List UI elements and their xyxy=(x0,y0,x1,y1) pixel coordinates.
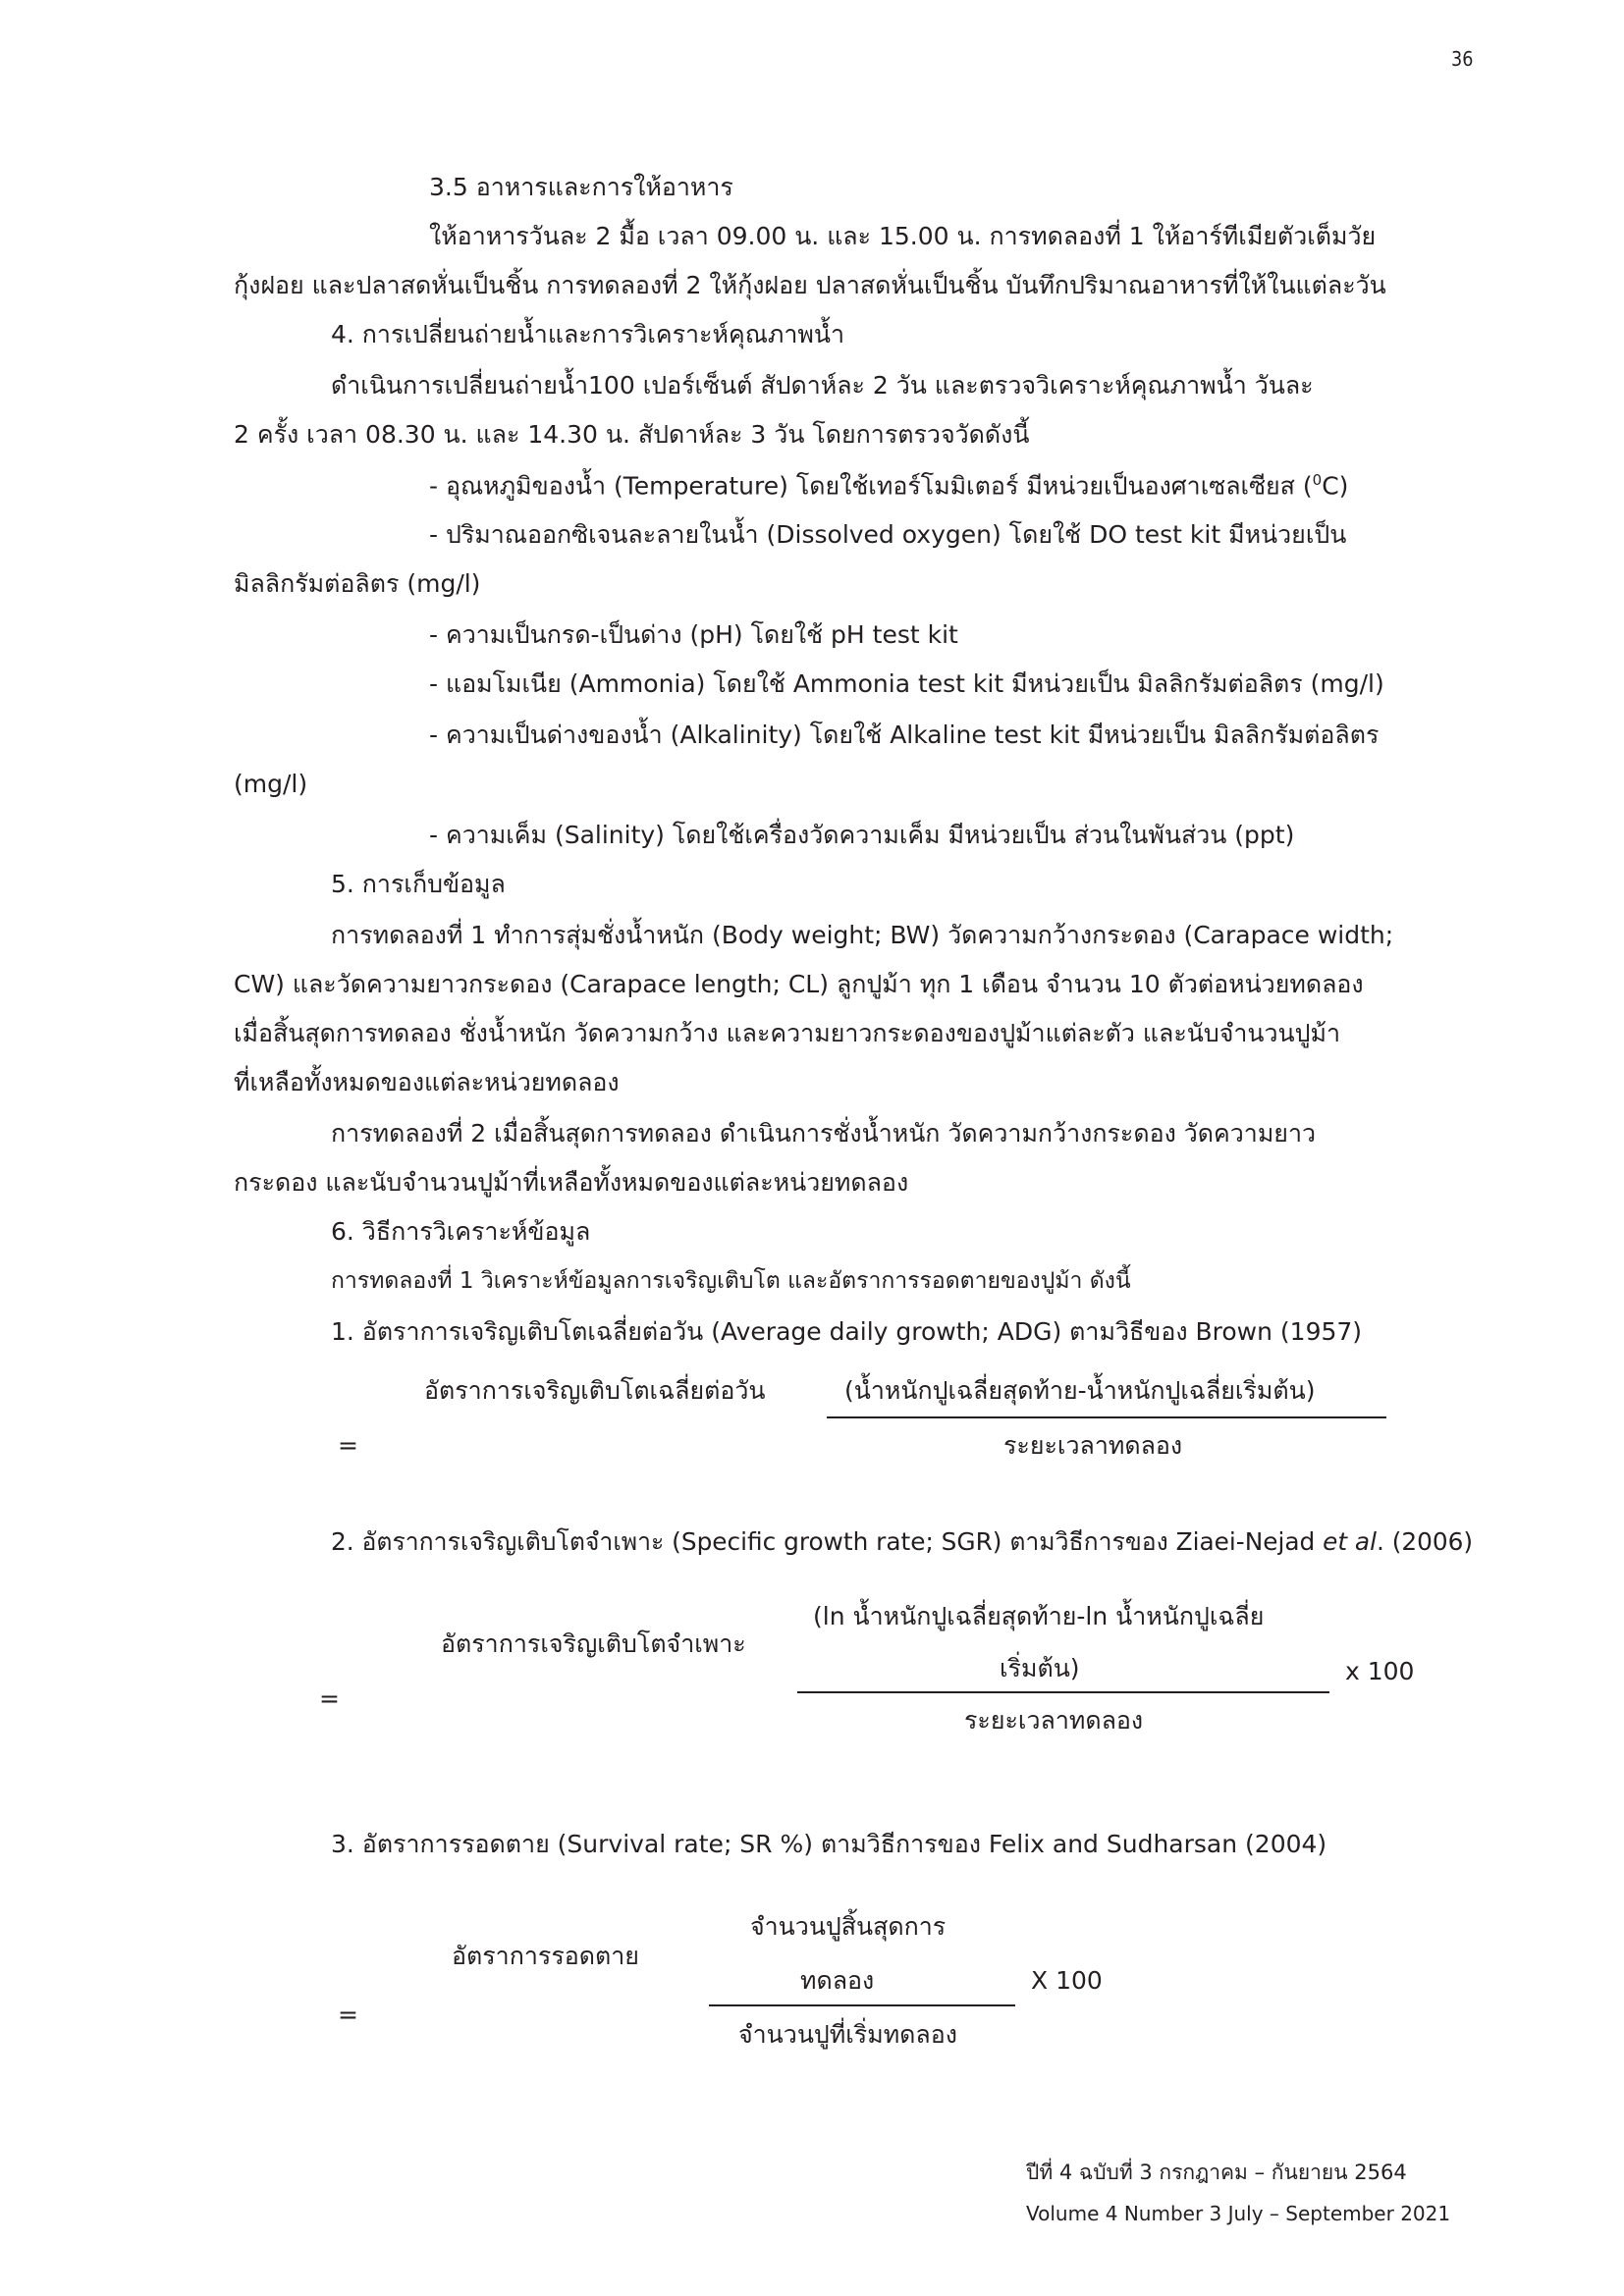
formula-2-heading-et-al: et al xyxy=(1323,1527,1378,1556)
section-5-para-1-line-4: ที่เหลือทั้งหมดของแต่ละหน่วยทดลอง xyxy=(234,1068,620,1096)
bullet-alkalinity-line-1: - ความเป็นด่างของน้ำ (Alkalinity) โดยใช้ Alkaline test kit มีหน่วยเป็น มิลลิกรัมต่อลิตร xyxy=(429,721,1380,749)
sr-numerator-line-1: จำนวนปูสิ้นสุดการ xyxy=(750,1912,947,1941)
page-number: 36 xyxy=(1451,47,1474,71)
adg-numerator: (น้ำหนักปูเฉลี่ยสุดท้าย-น้ำหนักปูเฉลี่ยเริ่มต้น) xyxy=(844,1376,1316,1405)
section-4-line-2: 2 ครั้ง เวลา 08.30 น. และ 14.30 น. สัปดาห์ละ 3 วัน โดยการตรวจวัดดังนี้ xyxy=(234,420,1030,449)
sgr-fraction-bar xyxy=(797,1691,1329,1693)
sgr-numerator-line-2: เริ่มต้น) xyxy=(1000,1654,1080,1682)
section-3-5-heading: 3.5 อาหารและการให้อาหาร xyxy=(429,173,733,201)
degree-superscript: 0 xyxy=(1312,471,1323,489)
bullet-do-line-2: มิลลิกรัมต่อลิตร (mg/l) xyxy=(234,569,481,598)
formula-3-heading: 3. อัตราการรอดตาย (Survival rate; SR %) ตามวิธีการของ Felix and Sudharsan (2004) xyxy=(331,1830,1327,1858)
section-3-5-line-1: ให้อาหารวันละ 2 มื้อ เวลา 09.00 น. และ 15.00 น. การทดลองที่ 1 ให้อาร์ทีเมียตัวเต็มวัย xyxy=(429,222,1377,250)
section-5-para-1-line-2: CW) และวัดความยาวกระดอง (Carapace length; CL) ลูกปูม้า ทุก 1 เดือน จำนวน 10 ตัวต่อหน่วยทดลอง xyxy=(234,970,1364,998)
sr-lhs: อัตราการรอดตาย xyxy=(452,1942,639,1970)
adg-fraction-bar xyxy=(827,1416,1386,1418)
bullet-ammonia: - แอมโมเนีย (Ammonia) โดยใช้ Ammonia test kit มีหน่วยเป็น มิลลิกรัมต่อลิตร (mg/l) xyxy=(429,669,1384,698)
sgr-numerator-line-1: (ln น้ำหนักปูเฉลี่ยสุดท้าย-ln น้ำหนักปูเฉลี่ย xyxy=(813,1602,1265,1630)
sgr-equals: = xyxy=(319,1684,340,1713)
bullet-do-line-1: - ปริมาณออกซิเจนละลายในน้ำ (Dissolved oxygen) โดยใช้ DO test kit มีหน่วยเป็น xyxy=(429,520,1347,549)
section-4-heading: 4. การเปลี่ยนถ่ายน้ำและการวิเคราะห์คุณภาพน้ำ xyxy=(331,320,845,348)
section-5-heading: 5. การเก็บข้อมูล xyxy=(331,870,506,898)
sr-denominator: จำนวนปูที่เริ่มทดลอง xyxy=(738,2020,957,2049)
footer-issue-english: Volume 4 Number 3 July – September 2021 xyxy=(1026,2202,1451,2225)
formula-2-heading-text: 2. อัตราการเจริญเติบโตจำเพาะ (Specific growth rate; SGR) ตามวิธีการของ Ziaei-Nejad xyxy=(331,1527,1324,1556)
bullet-alkalinity-line-2: (mg/l) xyxy=(234,770,308,798)
section-3-5-line-2: กุ้งฝอย และปลาสดหั่นเป็นชิ้น การทดลองที่ 2 ให้กุ้งฝอย ปลาสดหั่นเป็นชิ้น บันทึกปริมาณอาหารที่ให้ในแต่ละวัน xyxy=(234,271,1386,299)
footer-issue-thai: ปีที่ 4 ฉบับที่ 3 กรกฎาคม – กันยายน 2564 xyxy=(1026,2161,1407,2184)
sr-equals: = xyxy=(338,2001,358,2029)
sr-numerator-line-2: ทดลอง xyxy=(800,1966,875,1995)
section-6-intro: การทดลองที่ 1 วิเคราะห์ข้อมูลการเจริญเติบโต และอัตราการรอดตายของปูม้า ดังนี้ xyxy=(331,1268,1131,1294)
adg-equals: = xyxy=(338,1431,358,1460)
formula-2-heading-year: . (2006) xyxy=(1377,1527,1474,1556)
bullet-temperature-text: - อุณหภูมิของน้ำ (Temperature) โดยใช้เทอร์โมมิเตอร์ มีหน่วยเป็นองศาเซลเซียส ( xyxy=(429,471,1313,501)
section-5-para-2-line-2: กระดอง และนับจำนวนปูม้าที่เหลือทั้งหมดของแต่ละหน่วยทดลอง xyxy=(234,1168,909,1197)
sgr-lhs: อัตราการเจริญเติบโตจำเพาะ xyxy=(441,1629,746,1658)
formula-1-heading: 1. อัตราการเจริญเติบโตเฉลี่ยต่อวัน (Average daily growth; ADG) ตามวิธีของ Brown (1957) xyxy=(331,1317,1363,1346)
sgr-multiplier: x 100 xyxy=(1345,1657,1415,1685)
section-5-para-1-line-1: การทดลองที่ 1 ทำการสุ่มชั่งน้ำหนัก (Body weight; BW) วัดความกว้างกระดอง (Carapace width; xyxy=(331,921,1394,949)
sr-fraction-bar xyxy=(709,2004,1015,2006)
bullet-temperature xyxy=(429,471,1349,501)
section-5-para-1-line-3: เมื่อสิ้นสุดการทดลอง ชั่งน้ำหนัก วัดความกว้าง และความยาวกระดองของปูม้าแต่ละตัว และนับจำนวนปูม้า xyxy=(234,1019,1341,1047)
formula-2-heading xyxy=(331,1529,1473,1554)
sr-multiplier: X 100 xyxy=(1031,1966,1103,1995)
bullet-salinity: - ความเค็ม (Salinity) โดยใช้เครื่องวัดความเค็ม มีหน่วยเป็น ส่วนในพันส่วน (ppt) xyxy=(429,821,1295,849)
bullet-ph: - ความเป็นกรด-เป็นด่าง (pH) โดยใช้ pH test kit xyxy=(429,620,958,649)
section-4-line-1: ดำเนินการเปลี่ยนถ่ายน้ำ100 เปอร์เซ็นต์ สัปดาห์ละ 2 วัน และตรวจวิเคราะห์คุณภาพน้ำ วันละ xyxy=(331,371,1314,400)
section-5-para-2-line-1: การทดลองที่ 2 เมื่อสิ้นสุดการทดลอง ดำเนินการชั่งน้ำหนัก วัดความกว้างกระดอง วัดความยาว xyxy=(331,1119,1317,1148)
section-6-heading: 6. วิธีการวิเคราะห์ข้อมูล xyxy=(331,1217,591,1246)
bullet-temperature-unit: C) xyxy=(1322,471,1349,501)
sgr-denominator: ระยะเวลาทดลอง xyxy=(964,1706,1144,1735)
adg-denominator: ระยะเวลาทดลอง xyxy=(1003,1431,1183,1460)
adg-lhs: อัตราการเจริญเติบโตเฉลี่ยต่อวัน xyxy=(424,1376,766,1405)
